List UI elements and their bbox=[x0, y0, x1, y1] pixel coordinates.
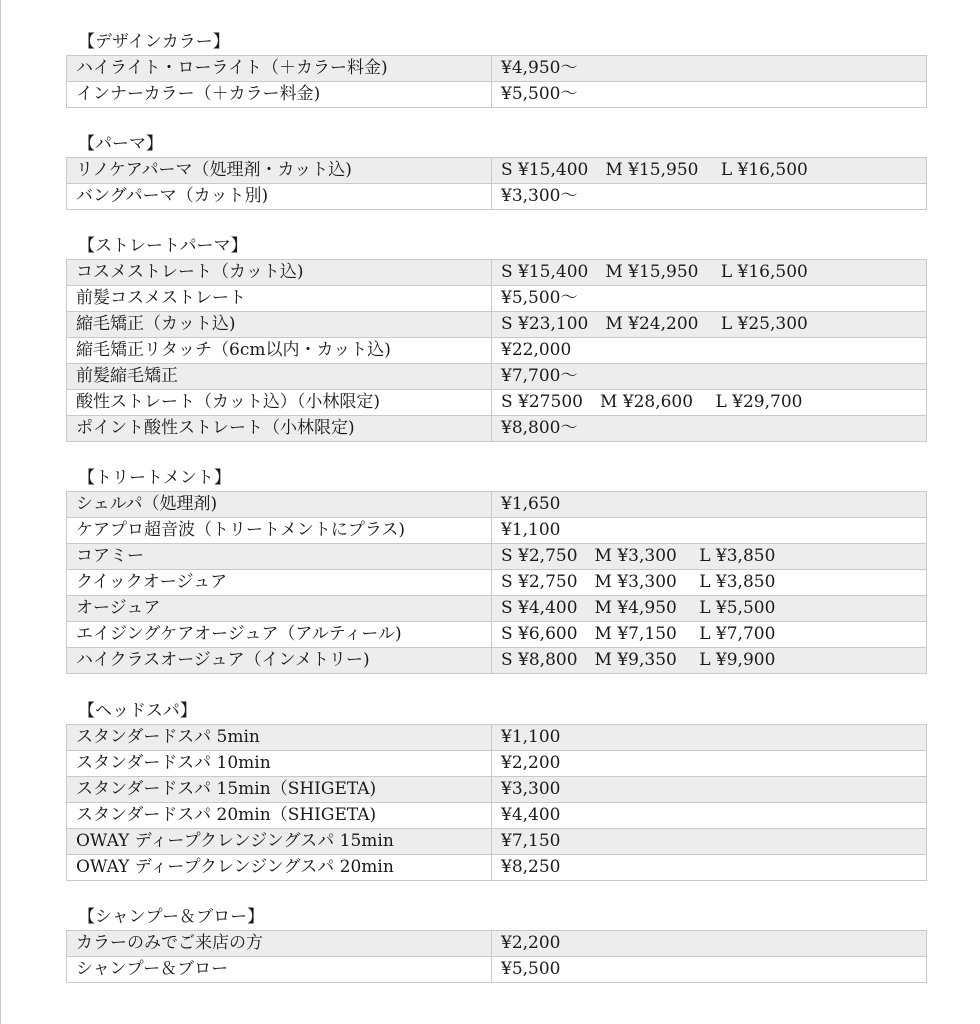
menu-name: スタンダードスパ 5min bbox=[67, 725, 492, 751]
section-title: 【デザインカラー】 bbox=[78, 32, 230, 52]
menu-name: ハイクラスオージュア（インメトリー) bbox=[67, 648, 492, 674]
section-title: 【ストレートパーマ】 bbox=[78, 236, 248, 256]
price-table bbox=[66, 157, 927, 210]
table-row bbox=[67, 390, 927, 416]
menu-name: 縮毛矯正リタッチ（6cm以内・カット込) bbox=[67, 338, 492, 364]
menu-name: 前髪コスメストレート bbox=[67, 286, 492, 312]
price-table bbox=[66, 930, 927, 983]
menu-price: S ¥6,600 M ¥7,150 L ¥7,700 bbox=[492, 622, 927, 648]
table-row bbox=[67, 338, 927, 364]
menu-name: シェルパ（処理剤) bbox=[67, 492, 492, 518]
table-row bbox=[67, 544, 927, 570]
section-perm bbox=[66, 131, 915, 210]
menu-price: ¥1,100 bbox=[492, 725, 927, 751]
section-title: 【ヘッドスパ】 bbox=[78, 701, 197, 721]
menu-price: ¥3,300 bbox=[492, 777, 927, 803]
menu-price: S ¥2,750 M ¥3,300 L ¥3,850 bbox=[492, 570, 927, 596]
section-treatment bbox=[66, 465, 915, 674]
menu-price: ¥4,950〜 bbox=[492, 56, 927, 82]
table-row bbox=[67, 570, 927, 596]
table-row bbox=[67, 518, 927, 544]
table-row bbox=[67, 82, 927, 108]
menu-price: ¥5,500〜 bbox=[492, 286, 927, 312]
menu-name: オージュア bbox=[67, 596, 492, 622]
menu-name: シャンプー＆ブロー bbox=[67, 957, 492, 983]
menu-price: ¥3,300〜 bbox=[492, 184, 927, 210]
table-row bbox=[67, 158, 927, 184]
menu-name: 前髪縮毛矯正 bbox=[67, 364, 492, 390]
menu-price: S ¥4,400 M ¥4,950 L ¥5,500 bbox=[492, 596, 927, 622]
menu-price: ¥2,200 bbox=[492, 931, 927, 957]
menu-name: コアミー bbox=[67, 544, 492, 570]
menu-name: ポイント酸性ストレート（小林限定) bbox=[67, 416, 492, 442]
table-row bbox=[67, 492, 927, 518]
table-row bbox=[67, 286, 927, 312]
section-title: 【パーマ】 bbox=[78, 134, 163, 154]
table-row bbox=[67, 957, 927, 983]
menu-price: S ¥23,100 M ¥24,200 L ¥25,300 bbox=[492, 312, 927, 338]
table-row bbox=[67, 648, 927, 674]
menu-name: 縮毛矯正（カット込) bbox=[67, 312, 492, 338]
menu-name: コスメストレート（カット込) bbox=[67, 260, 492, 286]
menu-price: S ¥8,800 M ¥9,350 L ¥9,900 bbox=[492, 648, 927, 674]
menu-price: ¥7,150 bbox=[492, 829, 927, 855]
menu-price: ¥8,800〜 bbox=[492, 416, 927, 442]
menu-name: バングパーマ（カット別) bbox=[67, 184, 492, 210]
section-title: 【トリートメント】 bbox=[78, 468, 231, 488]
table-row bbox=[67, 725, 927, 751]
menu-price: ¥22,000 bbox=[492, 338, 927, 364]
price-table bbox=[66, 259, 927, 442]
table-row bbox=[67, 184, 927, 210]
table-row bbox=[67, 416, 927, 442]
table-row bbox=[67, 312, 927, 338]
menu-price: ¥2,200 bbox=[492, 751, 927, 777]
menu-price: S ¥15,400 M ¥15,950 L ¥16,500 bbox=[492, 260, 927, 286]
menu-name: エイジングケアオージュア（アルティール) bbox=[67, 622, 492, 648]
section-design-color bbox=[66, 29, 915, 108]
menu-name: 酸性ストレート（カット込）（小林限定) bbox=[67, 390, 492, 416]
table-row bbox=[67, 931, 927, 957]
section-head-spa bbox=[66, 698, 915, 881]
menu-name: リノケアパーマ（処理剤・カット込) bbox=[67, 158, 492, 184]
menu-price: ¥5,500〜 bbox=[492, 82, 927, 108]
menu-name: スタンダードスパ 15min（SHIGETA) bbox=[67, 777, 492, 803]
table-row bbox=[67, 803, 927, 829]
table-row bbox=[67, 622, 927, 648]
table-row bbox=[67, 596, 927, 622]
menu-price: ¥4,400 bbox=[492, 803, 927, 829]
menu-price: S ¥15,400 M ¥15,950 L ¥16,500 bbox=[492, 158, 927, 184]
menu-price: ¥1,100 bbox=[492, 518, 927, 544]
menu-name: スタンダードスパ 20min（SHIGETA) bbox=[67, 803, 492, 829]
table-row bbox=[67, 829, 927, 855]
menu-price: ¥5,500 bbox=[492, 957, 927, 983]
menu-name: インナーカラー（＋カラー料金) bbox=[67, 82, 492, 108]
menu-price: ¥1,650 bbox=[492, 492, 927, 518]
table-row bbox=[67, 751, 927, 777]
menu-name: カラーのみでご来店の方 bbox=[67, 931, 492, 957]
menu-name: ハイライト・ローライト（＋カラー料金) bbox=[67, 56, 492, 82]
table-row bbox=[67, 855, 927, 881]
menu-price: ¥7,700〜 bbox=[492, 364, 927, 390]
table-row bbox=[67, 777, 927, 803]
menu-name: スタンダードスパ 10min bbox=[67, 751, 492, 777]
section-shampoo-blow bbox=[66, 904, 915, 983]
section-straight-perm bbox=[66, 233, 915, 442]
menu-price: S ¥27500 M ¥28,600 L ¥29,700 bbox=[492, 390, 927, 416]
menu-price: ¥8,250 bbox=[492, 855, 927, 881]
menu-name: OWAY ディープクレンジングスパ 15min bbox=[67, 829, 492, 855]
section-title: 【シャンプー＆ブロー】 bbox=[78, 907, 265, 927]
table-row bbox=[67, 56, 927, 82]
table-row bbox=[67, 260, 927, 286]
menu-name: クイックオージュア bbox=[67, 570, 492, 596]
menu-price: S ¥2,750 M ¥3,300 L ¥3,850 bbox=[492, 544, 927, 570]
price-table bbox=[66, 724, 927, 881]
price-table bbox=[66, 55, 927, 108]
table-row bbox=[67, 364, 927, 390]
menu-name: ケアプロ超音波（トリートメントにプラス) bbox=[67, 518, 492, 544]
price-table bbox=[66, 491, 927, 674]
menu-name: OWAY ディープクレンジングスパ 20min bbox=[67, 855, 492, 881]
